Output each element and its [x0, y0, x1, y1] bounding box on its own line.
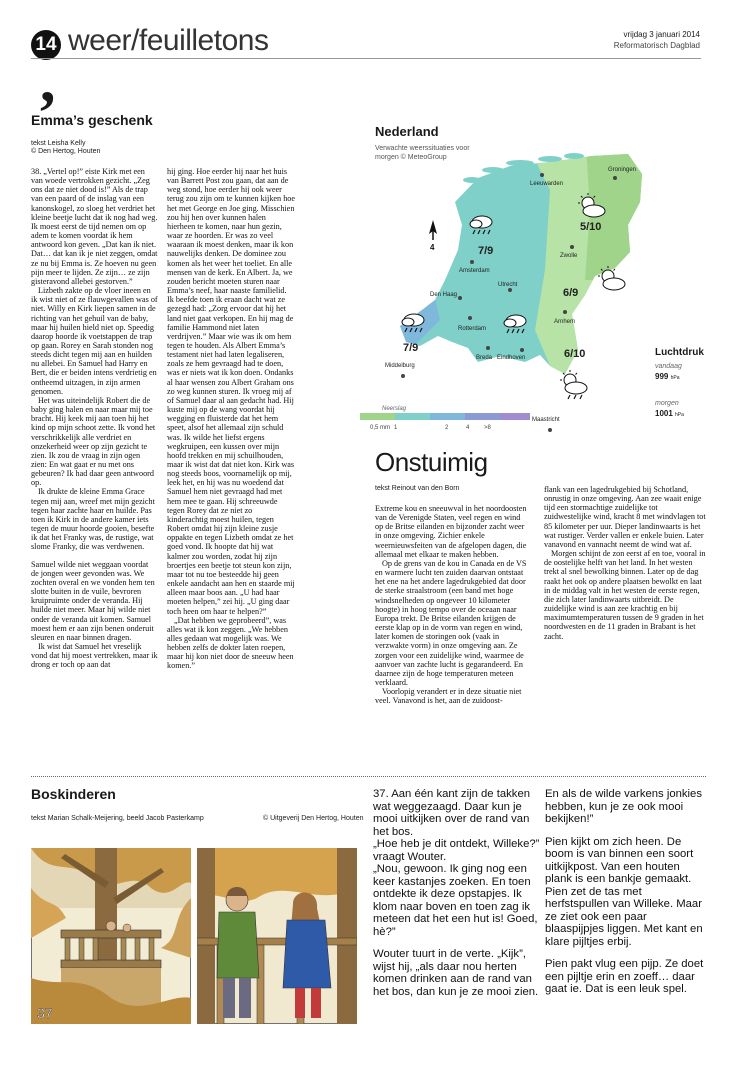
city-label: Eindhoven: [497, 355, 526, 361]
temperature-label: 5/10: [580, 221, 602, 233]
legend-swatch-moderate: [430, 413, 465, 420]
paragraph: Ik drukte de kleine Emma Grace tegen mij aan, wreef met mijn gezicht tegen haar zachte haar en huilde. Pas toen ik Kirk in de andere kamer iets tegen de muur hoorde gooien, besefte ik dat het Franky was, de rustige, wat slome Franky, die was verdwenen.: [31, 487, 155, 552]
header-rule: [31, 58, 701, 59]
legend-tick: >8: [484, 425, 491, 431]
panel-number: 37: [37, 1005, 53, 1021]
emma-author: tekst Leisha Kelly: [31, 140, 86, 147]
city-dot-leeuwarden: [540, 173, 544, 177]
city-dot-utrecht: [508, 288, 512, 292]
onstuimig-column-2: [544, 485, 706, 641]
city-dot-middelburg: [401, 374, 405, 378]
legend-tick: 2: [445, 425, 449, 431]
legend-tick: 0,5 mm: [370, 425, 391, 431]
city-dot-amsterdam: [470, 260, 474, 264]
wind-speed: 4: [430, 243, 435, 252]
pressure-tomorrow-label: morgen: [655, 400, 679, 407]
wind-arrow-icon: [429, 220, 437, 240]
city-label: Den Haag: [430, 292, 458, 298]
paragraph: Pien pakt vlug een pijp. Ze doet een pijltje erin en zoeff… daar gaat ie. Dat is een leuk spel.: [545, 958, 704, 995]
pressure-title: Luchtdruk: [655, 347, 704, 358]
issue-date: vrijdag 3 januari 2014: [623, 30, 700, 39]
emma-column-1: [31, 167, 158, 669]
city-dot-eindhoven: [520, 348, 524, 352]
paragraph: „Dat hebben we geprobeerd”, was alles wat ik kon zeggen. „We hebben alles gedaan wat mogelijk was. We hebben zelfs de dokter laten roepen, maar hij kon niet door de sneeuw heen komen.”: [167, 615, 294, 671]
article-title-onstuimig: Onstuimig: [375, 447, 488, 477]
city-dot-den-haag: [458, 296, 462, 300]
article-title-emma: Emma’s geschenk: [31, 112, 153, 128]
city-dot-rotterdam: [468, 316, 472, 320]
paragraph: 38. „Vertel op!” eiste Kirk met een van woede vertrokken gezicht. „Zeg ons dat ze niet dood is!” Als de trap van een paard of de inslag van een kanonskogel, zo sloeg het verdriet het kleine beetje lucht dat ik nog had weg. Ik moest eerst de tijd nemen om op adem te komen voordat ik hem antwoord kon geven. „Dat kan ik niet. Dat… dat kan ik je niet zeggen, omdat ze nu bij Emma is. Ze hoeven nu geen pijn meer te lijden. Ze zijn… ze zijn gisteravond allebei gestorven.”: [31, 167, 158, 286]
paragraph: Morgen schijnt de zon eerst af en toe, vooral in de oostelijke helft van het land. In het westen trekt al snel bewolking binnen. Later op de dag raakt het ook op andere plaatsen bewolkt en laat in de middag valt in het westen de eerste regen, die zich later landinwaarts uitbreidt. De zuidelijke wind is aan zee krachtig en bij maximumtemperaturen tussen de 9 graden in het noordwesten en de 11 graden in Brabant is het zacht.: [544, 549, 706, 641]
boskinderen-credit: tekst Marian Schalk-Meijering, beeld Jacob Pasterkamp: [31, 815, 204, 822]
city-dot-groningen: [613, 176, 617, 180]
pressure-tomorrow: [655, 409, 684, 418]
boskinderen-copyright: © Uitgeverij Den Hertog, Houten: [263, 815, 364, 822]
city-dot-zwolle: [570, 245, 574, 249]
city-label: Maastricht: [532, 417, 560, 423]
sun-cloud-icon: [598, 266, 625, 290]
paragraph: Extreme kou en sneeuwval in het noordoosten van de Verenigde Staten, veel regen en wind op de Britse eilanden en bijzonder zacht weer in onze omgeving. Zichier enkele weernieuwsfeiten van de afgelopen dagen, die allemaal met elkaar te maken hebben.: [375, 504, 527, 559]
weather-map-subtitle: Verwachte weerssituaties voor morgen © MeteoGroup: [375, 145, 470, 161]
onstuimig-column-1: [375, 504, 530, 705]
city-label: Middelburg: [385, 363, 415, 369]
legend-tick: 1: [394, 425, 398, 431]
legend-tick: 4: [466, 425, 470, 431]
pressure-tomorrow-value: 1001: [655, 409, 673, 418]
temperature-label: 7/9: [478, 245, 494, 257]
paragraph: En als de wilde varkens jonkies hebben, kun je ze ook mooi bekijken!”: [545, 788, 702, 825]
city-dot-maastricht: [548, 428, 552, 432]
paragraph: Op de grens van de kou in Canada en de VS en warmere lucht ten zuiden daarvan ontstaat het ene na het andere lagedrukgebied dat door de sterke straalstroom (een band met hoge windsnelheden op ongeveer 10 kilometer hoogte) in hoog tempo over de oceaan naar Europa trekt. De Britse eilanden krijgen de eerste klap op in de vorm van regen en wind, later komen de storingen ook (vaak in verzwakte vorm) in onze omgeving aan. Ze zorgen voor een zuidelijke wind, waarmee de aanvoer van zachte lucht is gegarandeerd. En daarnee zijn de hoge temperaturen meteen verklaard.: [375, 558, 527, 687]
pressure-today-value: 999: [655, 372, 669, 381]
paragraph: Ik wist dat Samuel het vreselijk vond dat hij moest vertrekken, maar ik drong er toch op aan dat: [31, 641, 158, 670]
pressure-today-label: vandaag: [655, 363, 682, 370]
newspaper-name: Reformatorisch Dagblad: [613, 41, 700, 50]
city-label: Groningen: [608, 167, 637, 173]
paragraph: Het was uiteindelijk Robert die de baby ging halen en naar maar mij toe bracht. Hij keek mij aan toen hij het kind op mijn schoot zette. Ik vond het verschrikkelijk alle verdriet en onzekerheid weer op zijn gezicht te zien. Ik zou de vraag in zijn ogen zien: En wat gaat er nu met ons gebeuren? Ik had daar geen antwoord op.: [31, 395, 156, 488]
pressure-unit: hPa: [670, 375, 680, 381]
paragraph: Voorlopig verandert er in deze situatie niet veel. Vanavond is het, aan de zuidoost-: [375, 687, 522, 706]
paragraph: Samuel wilde niet weggaan voordat de jongen weer gevonden was. We zochten overal en we vonden hem ten slotte buiten in de vuile, bevroren kruipruimte onder de veranda. Hij huilde niet meer. Maar hij wilde niet onder de veranda uit komen. Samuel moest hem er aan zijn benen onderuit sleuren en naar binnen dragen.: [31, 559, 155, 642]
city-label: Rotterdam: [458, 326, 487, 332]
temperature-label: 6/9: [563, 287, 579, 299]
temperature-label: 7/9: [403, 342, 419, 354]
paragraph: 37. Aan één kant zijn de takken wat weggezaagd. Daar kun je mooi uitkijken over de rand van het bos. „Hoe heb je dit ontdekt, Willeke?” vraagt Wouter. „Nou, gewoon. Ik ging nog een keer kastanjes zoeken. En toen ontdekte ik deze opstapjes. Ik klom naar boven en toen zag ik meteen dat het een hut is! Goed, hè?”: [373, 788, 540, 938]
legend-swatch-heavy: [465, 413, 500, 420]
weather-map-title: Nederland: [375, 124, 439, 139]
section-title: weer/feuilletons: [68, 24, 269, 57]
precipitation-legend: [360, 413, 530, 420]
comic-panel-children: [197, 848, 357, 1024]
emma-publisher: © Den Hertog, Houten: [31, 148, 101, 155]
paragraph: Wouter tuurt in de verte. „Kijk”, wijst hij, „als daar nou herten komen drinken aan de rand van het bos, dan kun je ze mooi zien.: [373, 948, 539, 998]
city-dot-breda: [486, 346, 490, 350]
boskinderen-column-2: [545, 788, 707, 996]
city-label: Arnhem: [554, 319, 576, 325]
temperature-label: 6/10: [564, 348, 586, 360]
legend-title: Neerslag: [382, 406, 407, 412]
comic-panel-treehouse: [31, 848, 191, 1024]
legend-swatch-extreme: [500, 413, 530, 420]
city-label: Utrecht: [498, 282, 518, 288]
city-label: Breda: [476, 355, 493, 361]
onstuimig-author: tekst Reinout van den Born: [375, 485, 460, 492]
page-number: 14: [31, 30, 61, 60]
legend-swatch-dry: [360, 413, 395, 420]
section-divider: [31, 776, 706, 777]
pressure-today: [655, 372, 680, 381]
legend-swatch-light: [395, 413, 430, 420]
weather-map: [360, 130, 705, 440]
boskinderen-column-1: [373, 788, 541, 998]
paragraph: Lizbeth zakte op de vloer ineen en ik wist niet of ze flauwgevallen was of niet. Willy en Kirk liepen samen in de richting van het gehuil van de baby, maar hij huilen hield niet op. Speedig daarop hoorde ik voetstappen de trap op gaan. Rorey en Sarah stonden nog steeds dicht tegen mij aan en huilden nu allebei. En Samuel had Harry en Bert, die er beiden intens verdrietig en ontheemd uitzagen, in zijn armen genomen.: [31, 286, 158, 396]
paragraph: hij ging. Hoe eerder hij naar het huis van Barrett Post zou gaan, dat aan de weg stond, hoe eerder hij ook weer terug zou zijn om te kunnen kijken hoe het met George en Joe ging. Misschien zou hij hen over kunnen halen hierheen te komen, naar hun gezin, waar ze hoorden. Er was zo veel waaraan ik moest denken, maar ik kon nauwelijks denken. De dominee zou komen als het weer het toeliet. En alle mensen van de kerk. En Albert. Ja, we zouden bericht moeten sturen naar Emma’s neef, haar naaste familielid. Ik beefde toen ik eraan dacht wat ze gezegd had: „Zorg ervoor dat hij het land niet gaat verkopen. En hij mag de familie Hammond niet laten verdrijven.” Maar wie was ik om hem tegen te houden. Als Albert Emma’s testament niet had laten legaliseren, zoals ze hem gevraagd had te doen, was er niets wat ik kon doen. Ondanks al haar wensen zou Albert Graham ons zo weg kunnen sturen. Ik vroeg mij af of Samuel daar al aan gedacht had. Hij kuste mij op de wang voordat hij wegging en fluisterde dat het hem speet, alsof het allemaal zijn schuld was. Ik wilde het liefst ergens wegkruipen, een kussen over mijn hoofd trekken en mij schuilhouden, maar ik wist dat dat niet kon. Kirk was nog steeds boos, voornamelijk op mij, leek het, en hij was nu woedend dat Samuel hem niet gevraagd had met hem mee te gaan. Hij schreeuwde tegen Rorey dat ze niet zo kinderachtig moest huilen, tegen Robert omdat hij zijn kleine zusje oppakte en tegen Lizbeth omdat ze het goed vond. Ik hoopte dat hij wat kalmer zou worden, zodat hij zijn broertjes een beetje tot steun kon zijn, maar tot nu toe besteedde hij geen enkele aandacht aan hen en staarde mij alleen maar boos aan. „U had haar moeten helpen,” zei hij. „U ging daar toch heen om haar te helpen?”: [167, 167, 296, 616]
city-label: Zwolle: [560, 253, 578, 259]
city-dot-arnhem: [563, 310, 567, 314]
city-label: Amsterdam: [459, 268, 490, 274]
city-label: Leeuwarden: [530, 181, 564, 187]
pressure-unit: hPa: [675, 412, 684, 418]
paragraph: Pien kijkt om zich heen. De boom is van binnen een soort uitkijkpost. Van een houten plank is een bankje gemaakt. Pien zet de tas met herfstspullen van Willeke. Maar ze ziet ook een paar blaaspijpjes liggen. Met kant en klare pijltjes erbij.: [545, 835, 703, 948]
emma-column-2: [167, 167, 295, 671]
paragraph: flank van een lagedrukgebied bij Schotland, onrustig in onze omgeving. Aan zee waait enige tijd een stormachtige zuidelijke tot zuidwestelijke wind, kracht 8 met windvlagen tot 85 kilometer per uur. Dieper landinwaarts is het wat rustiger. Verder vallen er enkele buien. Later vanavond en vannacht neemt de wind wat af.: [544, 485, 706, 549]
sun-cloud-rain-icon: [560, 370, 587, 399]
comma-logo-icon: ,: [40, 47, 56, 115]
article-title-boskinderen: Boskinderen: [31, 786, 116, 802]
